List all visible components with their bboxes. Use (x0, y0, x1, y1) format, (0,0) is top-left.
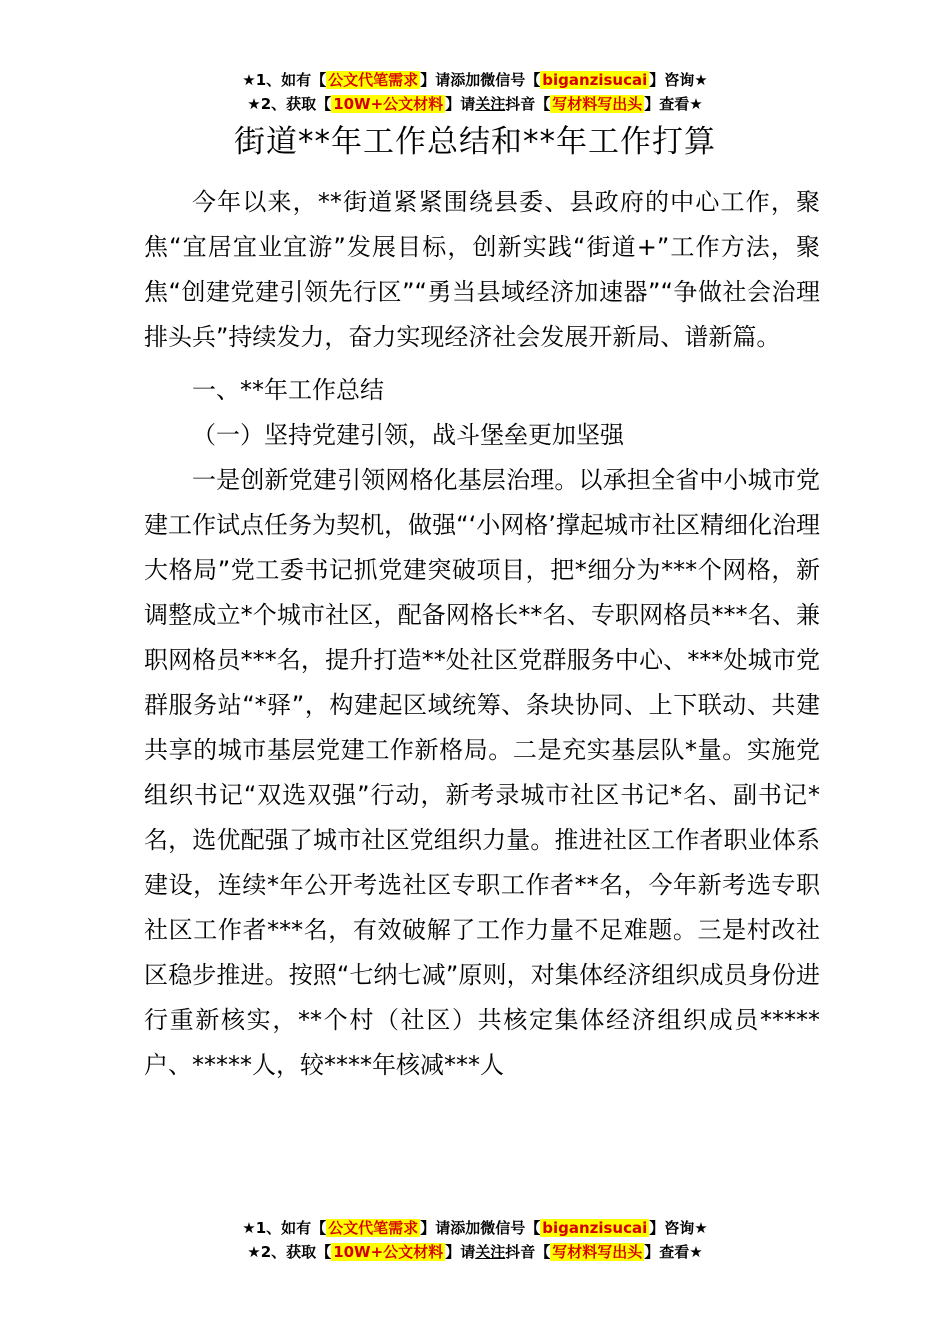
promo-text: 】咨询★ (649, 1219, 708, 1237)
document-title: 街道**年工作总结和**年工作打算 (234, 124, 716, 160)
promo-text: 】请 (445, 95, 476, 113)
promo-text: 】请添加微信号【 (420, 1219, 541, 1237)
promo-highlight: 公文代笔需求 (328, 1219, 419, 1237)
promo-text: 抖音【 (505, 95, 551, 113)
wechat-id-highlight: biganzisucai (542, 1219, 648, 1237)
promo-banner-bottom (0, 1216, 950, 1264)
promo-text: ★1、如有【 (242, 1219, 327, 1237)
promo-highlight: 公文代笔需求 (328, 71, 419, 89)
douyin-highlight: 写材料写出头 (552, 1243, 643, 1261)
promo-highlight: 10W+公文材料 (333, 1243, 444, 1261)
wechat-id-highlight: biganzisucai (542, 71, 648, 89)
promo-banner-top (0, 68, 950, 116)
document-body (144, 180, 820, 1088)
promo-line-1 (0, 68, 950, 92)
body-paragraph: 一是创新党建引领网格化基层治理。以承担全省中小城市党建工作试点任务为契机，做强“‘小网格’撑起城市社区精细化治理大格局”党工委书记抓党建突破项目，把*细分为***个网格，新调整成立*个城市社区，配备网格长**名、专职网格员***名、兼职网格员***名，提升打造**处社区党群服务中心、***处城市党群服务站“*驿”，构建起区域统筹、条块协同、上下联动、共建共享的城市基层党建工作新格局。二是充实基层队*量。实施党组织书记“双选双强”行动，新考录城市社区书记*名、副书记*名，选优配强了城市社区党组织力量。推进社区工作者职业体系建设，连续*年公开考选社区专职工作者**名，今年新考选专职社区工作者***名，有效破解了工作力量不足难题。三是村改社区稳步推进。按照“七纳七减”原则，对集体经济组织成员身份进行重新核实，**个村（社区）共核定集体经济组织成员*****户、*****人，较****年核减***人 (144, 466, 820, 1079)
promo-text: ★2、获取【 (247, 1243, 332, 1261)
promo-highlight: 10W+公文材料 (333, 95, 444, 113)
promo-text: 】查看★ (644, 95, 703, 113)
promo-line-2 (0, 1240, 950, 1264)
promo-underline: 关注 (475, 95, 506, 113)
promo-text: 】咨询★ (649, 71, 708, 89)
promo-text: 抖音【 (505, 1243, 551, 1261)
section-heading: 一、**年工作总结 (192, 376, 384, 404)
promo-underline: 关注 (475, 1243, 506, 1261)
promo-text: 】查看★ (644, 1243, 703, 1261)
intro-paragraph: 今年以来，**街道紧紧围绕县委、县政府的中心工作，聚焦“宜居宜业宜游”发展目标，创新实践“街道+”工作方法，聚焦“创建党建引领先行区”“勇当县域经济加速器”“争做社会治理排头兵”持续发力，奋力实现经济社会发展开新局、谱新篇。 (144, 188, 820, 351)
promo-text: ★1、如有【 (242, 71, 327, 89)
subsection-heading: （一）坚持党建引领，战斗堡垒更加坚强 (192, 421, 624, 449)
promo-text: 】请 (445, 1243, 476, 1261)
promo-text: 】请添加微信号【 (420, 71, 541, 89)
promo-line-1 (0, 1216, 950, 1240)
promo-text: ★2、获取【 (247, 95, 332, 113)
douyin-highlight: 写材料写出头 (552, 95, 643, 113)
promo-line-2 (0, 92, 950, 116)
